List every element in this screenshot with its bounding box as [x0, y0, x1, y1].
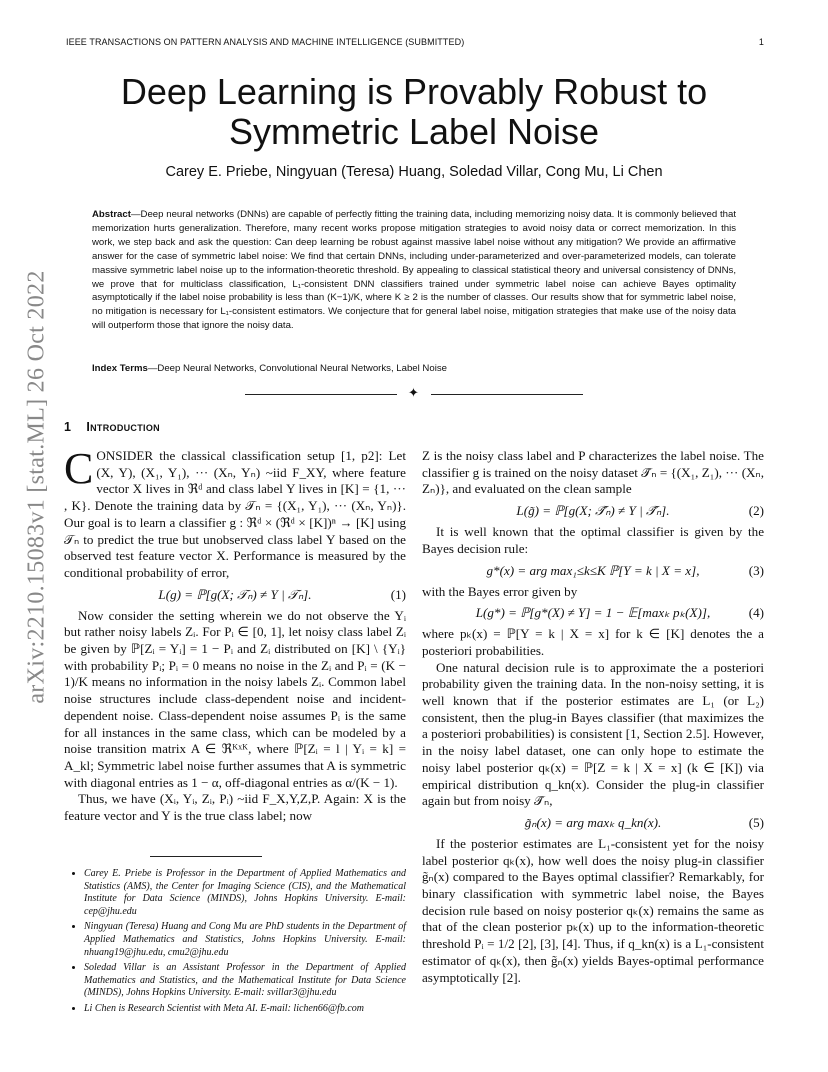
separator-line-right: [431, 394, 583, 395]
intro-paragraph-4: Z is the noisy class label and P characterizes the label noise. The classifier g is trained on the noisy dataset 𝒯̃ₙ = {(X₁, Z₁), ··· (Xₙ, Zₙ)}, and evaluated on the clean sample: [422, 448, 764, 497]
diamond-icon: ✦: [408, 386, 419, 401]
intro-paragraph-8: One natural decision rule is to approximate the a posteriori probability given the training data. In the non-noisy setting, it is well known that if the posterior estimates are L₁ (or L₂) consistent, then the plug-in Bayes classifier (that maximizes the a posteriori probabilities) is consistent [1, Section 2.5]. However, in the noisy label dataset, one can only hope to estimate the noisy label posterior qₖ(x) = ℙ[Z = k | X = x] (k ∈ [K]) via empirical distribution q_kn(x). Consider the plug-in classifier again but from noisy 𝒯̃ₙ,: [422, 659, 764, 809]
equation-1: [64, 586, 406, 604]
equation-4-number: (4): [748, 605, 764, 621]
section-heading: [64, 420, 160, 434]
equation-3-body: g*(x) = arg max₁≤k≤K ℙ[Y = k | X = x],: [486, 562, 700, 578]
equation-2-body: L(g̃) = ℙ[g(X; 𝒯̃ₙ) ≠ Y | 𝒯̃ₙ].: [516, 503, 670, 519]
separator-line-left: [245, 394, 397, 395]
right-column: [422, 448, 764, 986]
intro-paragraph-2: Now consider the setting wherein we do not observe the Yᵢ but rather noisy labels Zᵢ. For Pᵢ ∈ [0, 1], let noisy class label Zᵢ be given by ℙ[Zᵢ = Yᵢ] = 1 − Pᵢ and Zᵢ distributed on [K] \ {Yᵢ} with probability Pᵢ; Pᵢ = 0 means no noise in the Zᵢ and Pᵢ = (K − 1)/K means no information in the noisy labels Zᵢ. Common label noise structures include class-dependent noise and incident-dependent noise. Class-dependent noise assumes Pᵢ is the same for all instances in the same class, which can be modeled by a noise transition matrix A ∈ ℜᴷˣᴷ, where ℙ[Zᵢ = l | Yᵢ = k] = A_kl; Symmetric label noise further assumes that A is symmetric with diagonal entries as 1 − α, off-diagonal entries as α/(K − 1).: [64, 607, 406, 790]
equation-5-number: (5): [748, 814, 764, 830]
paper-title: Deep Learning is Provably Robust to Symmetric Label Noise: [120, 71, 708, 152]
footnote-rule: [150, 856, 262, 857]
equation-5-body: g̃ₙ(x) = arg maxₖ q_kn(x).: [524, 814, 662, 830]
journal-name: IEEE TRANSACTIONS ON PATTERN ANALYSIS AND MACHINE INTELLIGENCE (SUBMITTED): [66, 37, 465, 47]
intro-paragraph-6: with the Bayes error given by: [422, 583, 578, 599]
abstract-text: —Deep neural networks (DNNs) are capable of perfectly fitting the training data, including memorizing noisy data. It is commonly believed that memorization hurts generalization. Therefore, many recent works propose mitigation strategies to avoid noisy data or correct memorization. In this work, we step back and ask the question: Can deep learning be robust against massive label noise without any mitigation? We provide an affirmative answer for the case of symmetric label noise: We find that certain DNNs, including under-parameterized and over-parameterized models, can tolerate massive symmetric label noise up to the information-theoretic threshold. By appealing to classical statistical theory and universal consistency of DNNs, we prove that for multiclass classification, L₁-consistent DNN classifiers trained under symmetric label noise can achieve Bayes optimality asymptotically if the label noise probability is less than (K−1)/K, where K ≥ 2 is the number of classes. Our results show that for symmetric label noise, no mitigation is necessary for L₁-consistent estimators. We conjecture that for general label noise, mitigation strategies that make use of the noisy data will outperform those that ignore the noisy data.: [92, 209, 736, 332]
equation-5: [422, 814, 764, 832]
equation-3-number: (3): [748, 562, 764, 578]
arxiv-stamp: [22, 270, 52, 704]
section-number: 1: [64, 420, 72, 434]
intro-paragraph-3: Thus, we have (Xᵢ, Yᵢ, Zᵢ, Pᵢ) ~iid F_X,Y,Z,P. Again: X is the feature vector and Y is the true class label; now: [64, 791, 406, 824]
index-terms-text: —Deep Neural Networks, Convolutional Neural Networks, Label Noise: [147, 363, 447, 374]
intro-paragraph-7: where pₖ(x) = ℙ[Y = k | X = x] for k ∈ [K] denotes the a posteriori probabilities.: [422, 626, 764, 658]
drop-cap: C: [64, 444, 94, 493]
equation-4: [422, 604, 764, 622]
equation-3: [422, 562, 764, 580]
footnote-item: • Li Chen is Research Scientist with Meta AI. E-mail: lichen66@fb.com: [84, 1003, 406, 1016]
arxiv-identifier: arXiv:2210.15083v1 [stat.ML] 26 Oct 2022: [23, 270, 50, 704]
abstract-label: Abstract: [92, 209, 131, 220]
intro-paragraph-9: If the posterior estimates are L₁-consistent yet for the noisy label posterior qₖ(x), how well does the noisy plug-in classifier g̃ₙ(x) compared to the Bayes optimal classifier? Remarkably, for binary classification with symmetric label noise, the Bayes decision rule based on noisy posterior qₖ(x) remains the same as that of the clean posterior pₖ(x) up to the information-theoretic threshold Pᵢ = 1/2 [2], [3], [4]. Thus, if q_kn(x) is a L₁-consistent estimator of qₖ(x), then g̃ₙ(x) yields Bayes-optimal performance asymptotically [2].: [422, 835, 764, 985]
index-terms-label: Index Terms: [92, 363, 148, 374]
section-title: Introduction: [86, 420, 160, 434]
equation-1-number: (1): [390, 586, 406, 602]
intro-paragraph-5: It is well known that the optimal classifier is given by the Bayes decision rule:: [422, 524, 764, 556]
footnote-item: • Soledad Villar is an Assistant Professor in the Department of Applied Mathematics and Statistics, and the Mathematical Institute for Data Science (MINDS), Johns Hopkins University. E-mail: svillar3@jhu.edu: [84, 962, 406, 1000]
section-separator: [245, 388, 583, 402]
running-header: [66, 37, 764, 47]
left-column: [64, 444, 406, 825]
page-number: 1: [758, 37, 764, 47]
index-terms: [92, 362, 736, 376]
author-footnotes: [64, 868, 406, 1019]
equation-1-body: L(g) = ℙ[g(X; 𝒯ₙ) ≠ Y | 𝒯ₙ].: [158, 586, 312, 602]
footnote-item: • Carey E. Priebe is Professor in the Department of Applied Mathematics and Statistics (AMS), the Center for Imaging Science (CIS), and the Mathematical Institute for Data Science (MINDS), Johns Hopkins University. E-mail: cep@jhu.edu: [84, 868, 406, 918]
intro-paragraph-1-text: ONSIDER the classical classification setup [1, p2]: Let (X, Y), (X₁, Y₁), ··· (Xₙ, Yₙ) ~iid F_XY, where feature vector X lives in ℜᵈ and class label Y lives in [K] = {1, ··· , K}. Denote the training data by 𝒯ₙ = {(X₁, Y₁), ··· (Xₙ, Yₙ)}. Our goal is to learn a classifier g : ℜᵈ × (ℜᵈ × [K])ⁿ → [K] using 𝒯ₙ to predict the true but unobserved class label Y based on the observed test feature vector X. Performance is measured by the conditional probability of error,: [64, 448, 406, 580]
equation-2: [422, 502, 764, 520]
abstract: [92, 208, 736, 333]
intro-paragraph-1: [64, 444, 406, 582]
footnote-item: • Ningyuan (Teresa) Huang and Cong Mu are PhD students in the Department of Applied Mathematics and Statistics, Johns Hopkins University. E-mail: nhuang19@jhu.edu, cmu2@jhu.edu: [84, 921, 406, 959]
equation-4-body: L(g*) = ℙ[g*(X) ≠ Y] = 1 − 𝔼[maxₖ pₖ(X)],: [475, 605, 711, 621]
author-list: Carey E. Priebe, Ningyuan (Teresa) Huang, Soledad Villar, Cong Mu, Li Chen: [165, 164, 663, 180]
equation-2-number: (2): [748, 503, 764, 519]
